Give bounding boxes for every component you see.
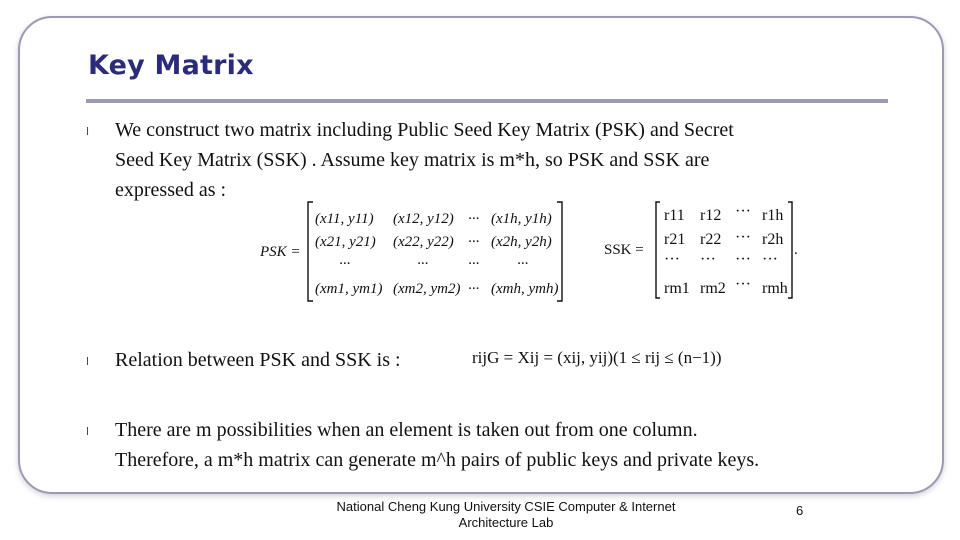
bullet-2-text: Relation between PSK and SSK is : bbox=[115, 349, 401, 371]
ssk-cell-1-3: ··· bbox=[735, 203, 751, 220]
footer-line-2: Architecture Lab bbox=[458, 515, 554, 530]
bullet-1-line-3: expressed as : bbox=[115, 179, 227, 201]
ssk-cell-4-4: rmh bbox=[762, 280, 788, 297]
ssk-label: SSK = bbox=[604, 242, 644, 258]
psk-cell-2-2: (x22, y22) bbox=[393, 234, 454, 250]
ssk-right-bracket bbox=[788, 202, 792, 298]
psk-cell-4-4: (xmh, ymh) bbox=[491, 281, 559, 297]
psk-cell-3-1: ··· bbox=[339, 256, 351, 272]
ssk-cell-3-1: ··· bbox=[664, 251, 680, 268]
psk-label: PSK = bbox=[260, 244, 301, 260]
footer-affiliation bbox=[316, 499, 696, 531]
bullet-3-line-2: Therefore, a m*h matrix can generate m^h pairs of public keys and private keys. bbox=[115, 449, 760, 471]
bullet-1-line-2: Seed Key Matrix (SSK) . Assume key matrix is m*h, so PSK and SSK are bbox=[115, 149, 710, 171]
ssk-cell-4-3: ··· bbox=[735, 276, 751, 293]
ssk-cell-2-1: r21 bbox=[664, 231, 686, 248]
psk-cell-3-4: ··· bbox=[517, 256, 529, 272]
ssk-cell-2-4: r2h bbox=[762, 231, 784, 248]
title-underline bbox=[86, 99, 888, 103]
bullet-marker-2: l bbox=[86, 355, 90, 368]
psk-cell-4-1: (xm1, ym1) bbox=[315, 281, 383, 297]
ssk-cell-3-3: ··· bbox=[735, 251, 751, 268]
psk-cell-2-3: ··· bbox=[468, 234, 480, 250]
slide-title: Key Matrix bbox=[88, 50, 254, 81]
ssk-cell-1-4: r1h bbox=[762, 207, 784, 224]
relation-formula: rijG = Xij = (xij, yij)(1 ≤ rij ≤ (n−1)) bbox=[472, 348, 722, 367]
psk-cell-1-2: (x12, y12) bbox=[393, 211, 454, 227]
ssk-cell-1-1: r11 bbox=[664, 207, 685, 224]
psk-cell-2-4: (x2h, y2h) bbox=[491, 234, 552, 250]
psk-cell-1-1: (x11, y11) bbox=[315, 211, 374, 227]
psk-cell-1-3: ··· bbox=[468, 211, 480, 227]
psk-cell-1-4: (x1h, y1h) bbox=[491, 211, 552, 227]
bullet-1-line-1: We construct two matrix including Public Seed Key Matrix (PSK) and Secret bbox=[115, 119, 734, 141]
bullet-marker-1: l bbox=[86, 125, 90, 138]
ssk-trailing-period: . bbox=[794, 242, 798, 258]
ssk-cell-4-2: rm2 bbox=[700, 280, 726, 297]
ssk-cell-2-2: r22 bbox=[700, 231, 722, 248]
bullet-3-text bbox=[115, 415, 759, 475]
footer-line-1: National Cheng Kung University CSIE Computer & Internet bbox=[336, 499, 676, 514]
ssk-left-bracket bbox=[656, 202, 660, 298]
ssk-cell-1-2: r12 bbox=[700, 207, 722, 224]
psk-left-bracket bbox=[308, 202, 313, 301]
ssk-matrix bbox=[602, 198, 807, 302]
psk-cell-3-3: ··· bbox=[468, 256, 480, 272]
page-number: 6 bbox=[796, 503, 804, 518]
bullet-3-line-1: There are m possibilities when an element is taken out from one column. bbox=[115, 419, 698, 441]
ssk-cell-2-3: ··· bbox=[735, 229, 751, 246]
psk-cell-4-2: (xm2, ym2) bbox=[393, 281, 461, 297]
bullet-marker-3: l bbox=[86, 425, 90, 438]
psk-matrix bbox=[255, 198, 575, 306]
ssk-cell-3-4: ··· bbox=[762, 251, 778, 268]
psk-cell-3-2: ··· bbox=[417, 256, 429, 272]
psk-cell-2-1: (x21, y21) bbox=[315, 234, 376, 250]
ssk-cell-3-2: ··· bbox=[700, 251, 716, 268]
ssk-cell-4-1: rm1 bbox=[664, 280, 690, 297]
psk-cell-4-3: ··· bbox=[468, 281, 480, 297]
bullet-1-text bbox=[115, 115, 734, 205]
